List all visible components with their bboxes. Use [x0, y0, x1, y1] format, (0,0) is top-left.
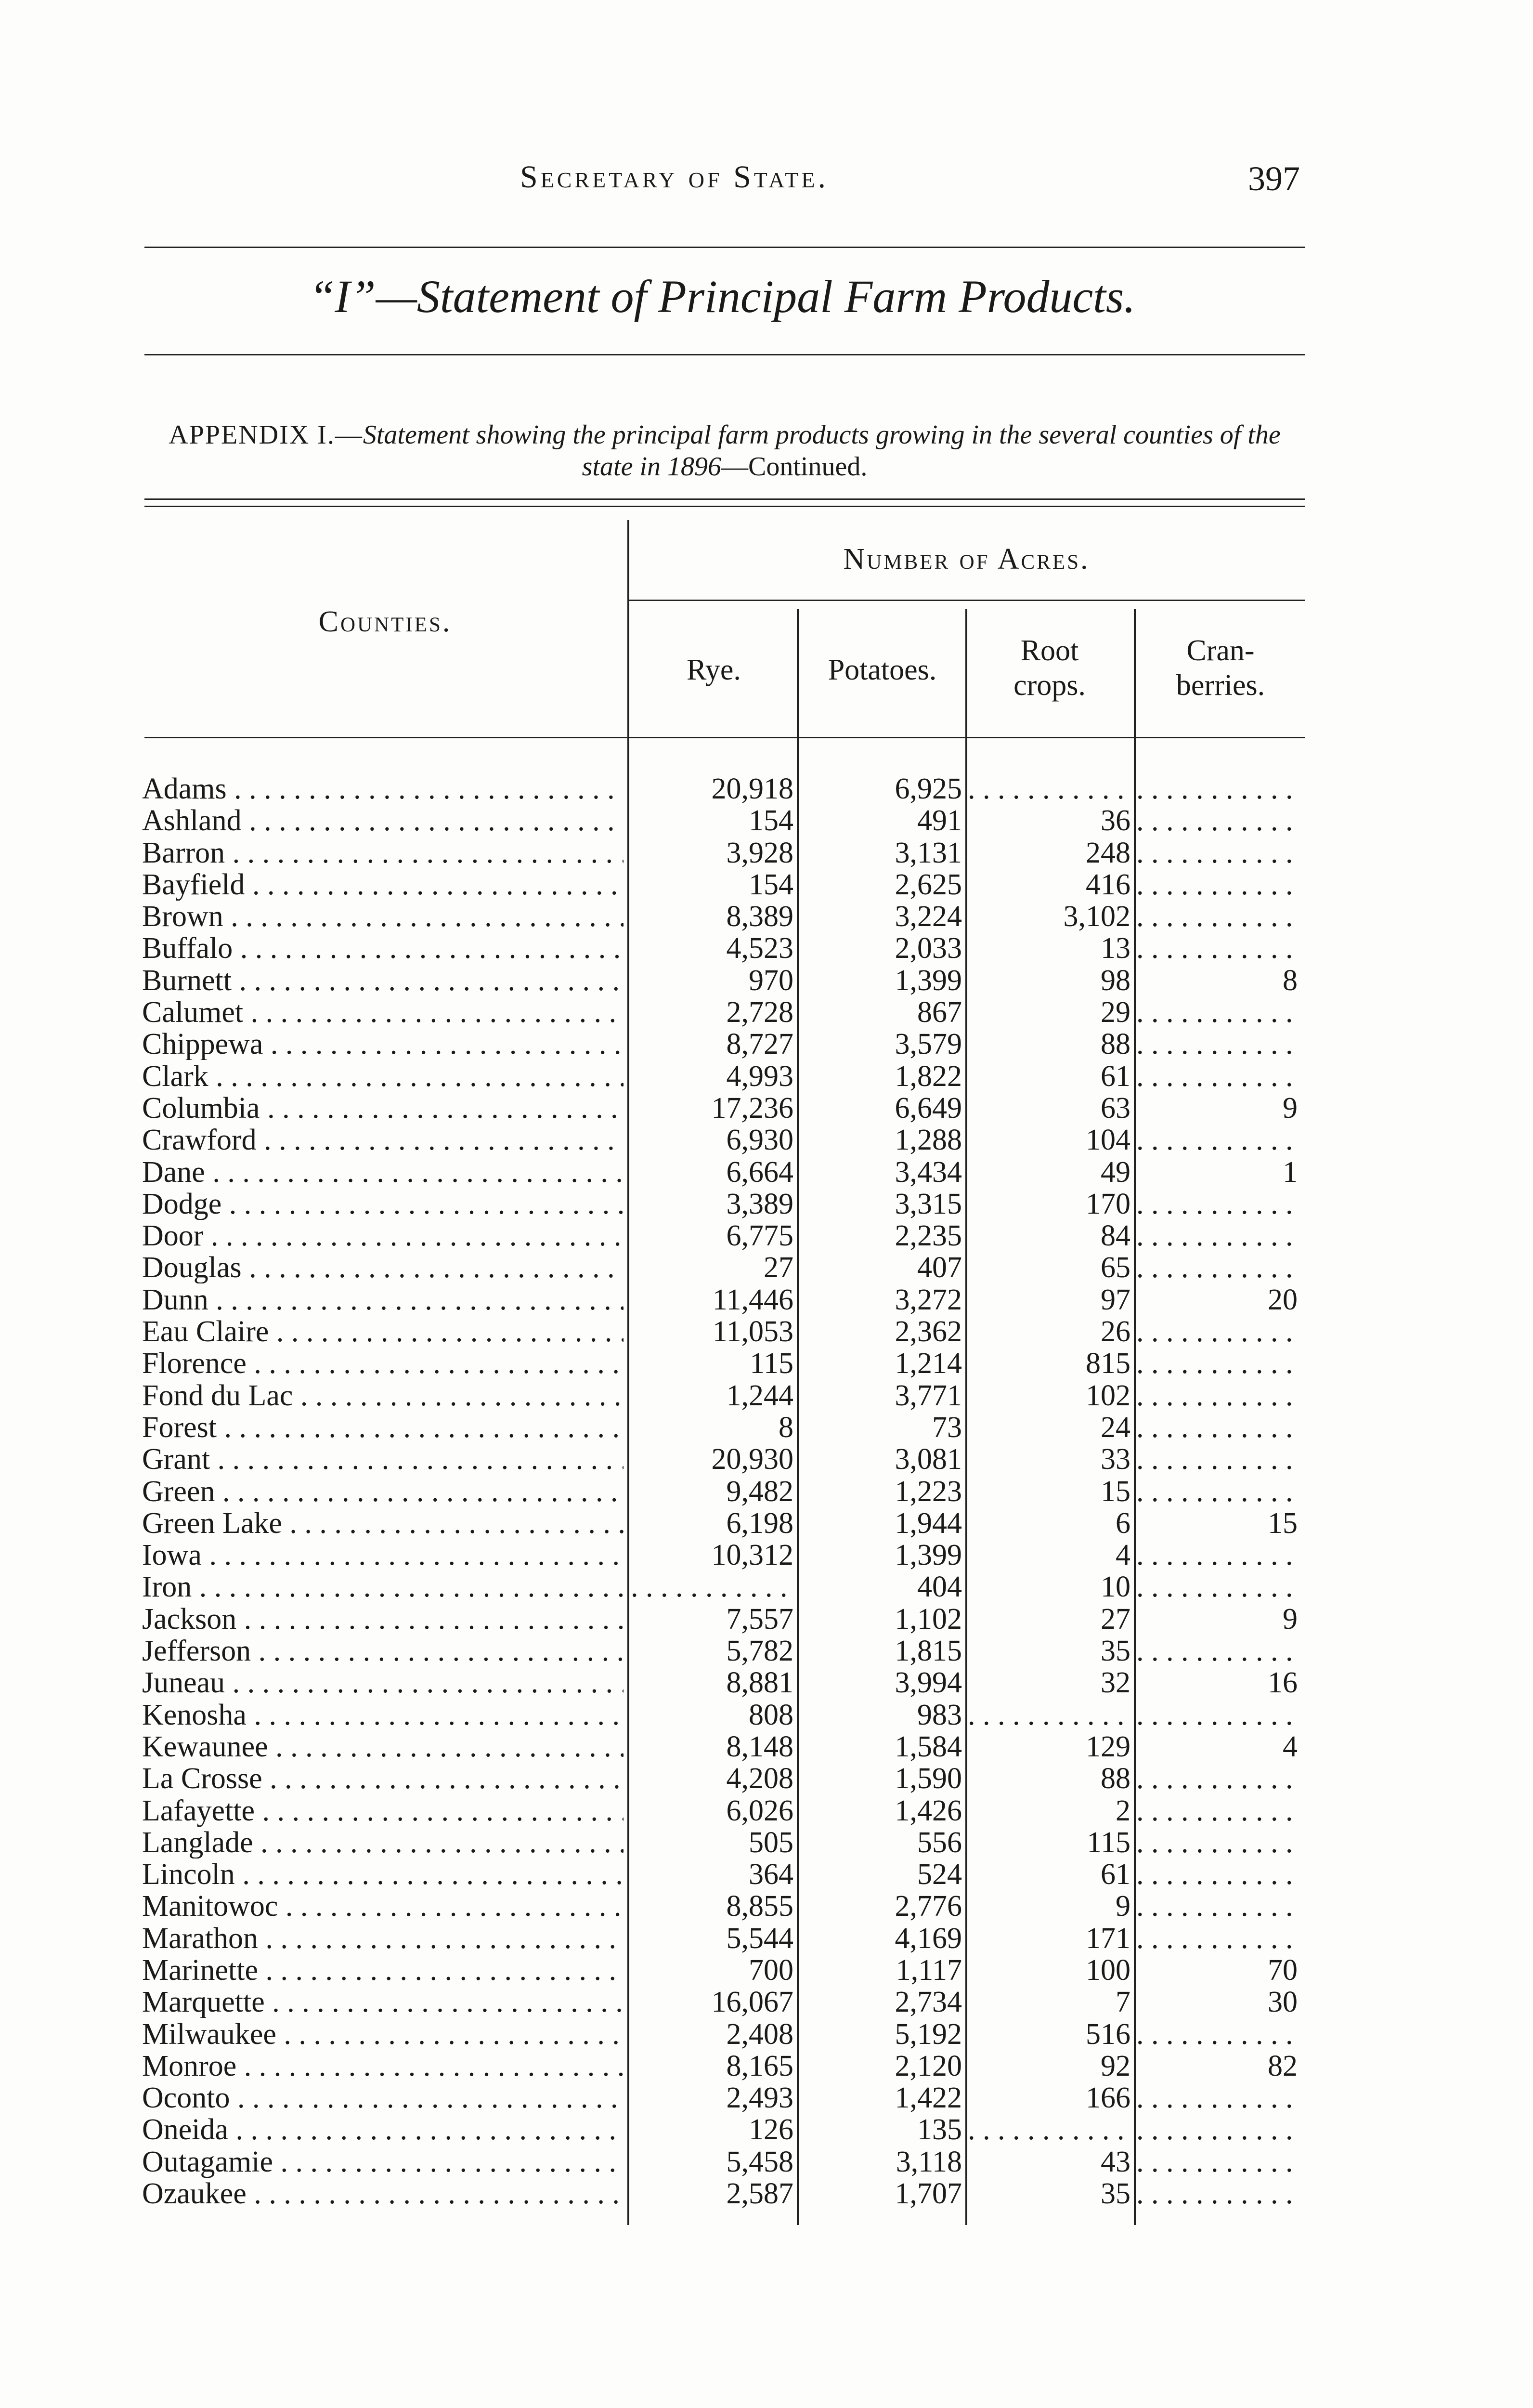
rye-cell: 8,165 [726, 2050, 793, 2082]
root-crops-cell: 815 [1086, 1348, 1130, 1380]
potatoes-cell: 1,707 [895, 2178, 962, 2210]
root-crops-cell: 4 [1116, 1539, 1130, 1571]
potatoes-cell: 1,399 [895, 964, 962, 996]
table-row [0, 1571, 1533, 1603]
cranberries-cell [1136, 2082, 1298, 2114]
cranberries-cell [1136, 773, 1298, 805]
table-row [0, 2146, 1533, 2178]
cranberries-cell [1136, 1252, 1298, 1283]
cranberries-cell [1136, 869, 1298, 901]
root-crops-cell: 516 [1086, 2018, 1130, 2050]
rye-cell: 8,881 [726, 1667, 793, 1699]
root-crops-cell: 100 [1086, 1954, 1130, 1986]
rye-cell: 8 [779, 1411, 793, 1443]
table-row [0, 1252, 1533, 1283]
caption-italic: Statement showing the principal farm products growing in the several counties of the state in 1896 [363, 420, 1281, 482]
group-header: Number of Acres. [843, 543, 1090, 576]
cranberries-cell [1136, 1476, 1298, 1507]
rye-cell: 6,930 [726, 1124, 793, 1156]
root-crops-cell: 129 [1086, 1730, 1130, 1763]
county-name: Monroe . . . [142, 2050, 624, 2082]
root-crops-cell: 171 [1086, 1922, 1130, 1954]
table-row [0, 1507, 1533, 1539]
table-top-rule-1 [144, 498, 1305, 500]
cranberries-cell [1136, 1316, 1298, 1348]
root-crops-cell: 7 [1116, 1986, 1130, 2018]
cranberries-cell [1136, 1858, 1298, 1890]
cranberries-cell [1136, 1028, 1298, 1060]
table-row [0, 1986, 1533, 2018]
county-name: Ashland . . . [142, 805, 624, 837]
cranberries-cell [1136, 932, 1298, 964]
root-crops-cell: 248 [1086, 837, 1130, 869]
cranberries-cell [1136, 837, 1298, 869]
root-crops-cell: 63 [1101, 1092, 1130, 1124]
potatoes-cell: 5,192 [895, 2018, 962, 2050]
cranberries-cell [1136, 1443, 1298, 1475]
potatoes-cell: 3,272 [895, 1283, 962, 1316]
cranberries-cell: 9 [1283, 1092, 1298, 1124]
cranberries-cell [1136, 1923, 1298, 1954]
rye-cell: 11,053 [712, 1316, 793, 1348]
county-name: Douglas . . . [142, 1252, 624, 1283]
potatoes-cell: 3,315 [895, 1188, 962, 1220]
table-row [0, 1923, 1533, 1954]
rye-cell: 10,312 [711, 1539, 793, 1571]
rye-cell: 17,236 [711, 1092, 793, 1124]
county-name: Manitowoc . . . [142, 1890, 624, 1922]
table-row [0, 1060, 1533, 1092]
rye-cell: 126 [749, 2114, 793, 2146]
table-row [0, 1699, 1533, 1731]
table-row [0, 1028, 1533, 1060]
county-name: Forest . . . [142, 1412, 624, 1443]
table-row [0, 773, 1533, 805]
rye-cell: 154 [749, 805, 793, 837]
potatoes-cell: 6,925 [895, 773, 962, 805]
root-crops-cell: 49 [1101, 1156, 1130, 1188]
table-row [0, 1827, 1533, 1858]
cranberries-cell [1136, 1539, 1298, 1571]
table-row [0, 1124, 1533, 1156]
table-row [0, 1763, 1533, 1794]
root-crops-cell: 35 [1101, 1635, 1130, 1667]
county-name: Iron . . . [142, 1571, 624, 1603]
county-name: Kenosha . . . [142, 1699, 624, 1731]
cranberries-cell: 16 [1268, 1667, 1298, 1699]
table-row [0, 1890, 1533, 1922]
county-name: Outagamie . . . [142, 2146, 624, 2178]
table-row [0, 932, 1533, 964]
running-head [144, 159, 1300, 207]
rye-cell: 6,026 [726, 1794, 793, 1827]
table-row [0, 1539, 1533, 1571]
root-crops-cell: 84 [1101, 1220, 1130, 1252]
potatoes-cell: 4,169 [895, 1922, 962, 1954]
rye-cell: 8,727 [726, 1028, 793, 1060]
potatoes-cell: 1,584 [895, 1730, 962, 1763]
root-crops-cell: 170 [1086, 1188, 1130, 1220]
cranberries-cell [1136, 1763, 1298, 1794]
root-crops-cell: 24 [1101, 1411, 1130, 1443]
caption-tail: —Continued. [721, 452, 868, 482]
table-row [0, 1348, 1533, 1379]
cranberries-cell [1136, 1348, 1298, 1379]
rye-cell: 27 [764, 1252, 793, 1284]
potatoes-cell: 524 [917, 1858, 962, 1891]
potatoes-cell: 491 [917, 805, 962, 837]
root-crops-cell: 115 [1087, 1826, 1130, 1858]
cranberries-cell [1136, 2178, 1298, 2210]
potatoes-cell: 1,102 [895, 1603, 962, 1635]
potatoes-cell: 3,434 [895, 1156, 962, 1188]
table-row [0, 1092, 1533, 1124]
table-top-rule-2 [144, 506, 1305, 507]
county-name: Green . . . [142, 1476, 624, 1507]
cranberries-cell [1136, 996, 1298, 1028]
rye-cell: 6,198 [726, 1507, 793, 1539]
table-row [0, 1731, 1533, 1763]
rye-cell: 7,557 [726, 1603, 793, 1635]
rye-cell: 3,389 [726, 1188, 793, 1220]
rye-cell: 5,458 [726, 2146, 793, 2178]
potatoes-cell: 867 [917, 996, 962, 1029]
rye-cell: 364 [749, 1858, 793, 1891]
rye-cell: 6,775 [726, 1220, 793, 1252]
root-crops-cell: 35 [1101, 2178, 1130, 2210]
county-name: Iowa . . . [142, 1539, 624, 1571]
potatoes-cell: 135 [917, 2114, 962, 2146]
root-crops-cell [968, 2114, 1130, 2146]
cranberries-cell [1136, 2146, 1298, 2178]
rye-cell: 4,208 [726, 1763, 793, 1795]
root-crops-cell: 27 [1101, 1603, 1130, 1635]
root-crops-cell: 32 [1101, 1667, 1130, 1699]
county-name: La Crosse . . . [142, 1763, 624, 1794]
potatoes-cell: 3,224 [895, 901, 962, 933]
root-crops-cell: 65 [1101, 1252, 1130, 1284]
col-header-root-crops: Root crops. [1013, 634, 1086, 702]
table-row [0, 805, 1533, 837]
table-row [0, 2082, 1533, 2114]
table-row [0, 837, 1533, 869]
root-crops-cell: 6 [1116, 1507, 1130, 1539]
table-row [0, 1476, 1533, 1507]
county-name: Adams . . . [142, 773, 624, 805]
county-name: Eau Claire . . . [142, 1316, 624, 1348]
rye-cell: 505 [749, 1826, 793, 1858]
caption-lead: APPENDIX I.— [169, 420, 363, 450]
county-name: Marinette . . . [142, 1954, 624, 1986]
root-crops-cell [968, 773, 1130, 805]
col-header-cranberries: Cran-berries. [1176, 634, 1265, 702]
table-row [0, 1380, 1533, 1412]
county-name: Marquette . . . [142, 1986, 624, 2018]
rye-cell: 5,544 [726, 1922, 793, 1954]
rye-cell: 808 [749, 1699, 793, 1731]
rye-cell: 4,523 [726, 932, 793, 965]
root-crops-cell: 61 [1101, 1858, 1130, 1891]
rye-cell: 2,728 [726, 996, 793, 1029]
potatoes-cell: 1,815 [895, 1635, 962, 1667]
potatoes-cell: 556 [917, 1826, 962, 1858]
county-name: Lincoln . . . [142, 1858, 624, 1890]
county-name: Door . . . [142, 1220, 624, 1252]
table-row [0, 1667, 1533, 1699]
potatoes-cell: 3,081 [895, 1443, 962, 1476]
potatoes-cell: 1,822 [895, 1060, 962, 1092]
rye-cell: 1,244 [726, 1379, 793, 1412]
rye-cell: 2,493 [726, 2082, 793, 2114]
cranberries-cell [1136, 901, 1298, 932]
cranberries-cell [1136, 1060, 1298, 1092]
section-title: “I”—Statement of Principal Farm Products. [309, 271, 1136, 322]
table-row [0, 1858, 1533, 1890]
county-name: Barron . . . [142, 837, 624, 869]
rye-cell: 11,446 [712, 1283, 793, 1316]
potatoes-cell: 2,235 [895, 1220, 962, 1252]
county-name: Milwaukee . . . [142, 2018, 624, 2050]
root-crops-cell: 43 [1101, 2146, 1130, 2178]
potatoes-cell: 2,734 [895, 1986, 962, 2018]
cranberries-cell: 4 [1283, 1730, 1298, 1763]
root-crops-cell: 26 [1101, 1316, 1130, 1348]
root-crops-cell: 102 [1086, 1379, 1130, 1412]
potatoes-cell: 1,590 [895, 1763, 962, 1795]
county-name: Crawford . . . [142, 1124, 624, 1156]
cranberries-cell [1136, 805, 1298, 837]
county-name: Burnett . . . [142, 965, 624, 996]
rye-cell: 9,482 [726, 1475, 793, 1507]
root-crops-cell: 10 [1101, 1571, 1130, 1603]
cranberries-cell: 30 [1268, 1986, 1298, 2018]
table-row [0, 869, 1533, 901]
county-name: Jackson . . . [142, 1603, 624, 1635]
cranberries-cell [1136, 1124, 1298, 1156]
root-crops-cell: 97 [1101, 1283, 1130, 1316]
potatoes-cell: 1,422 [895, 2082, 962, 2114]
potatoes-cell: 3,994 [895, 1667, 962, 1699]
potatoes-cell: 1,223 [895, 1475, 962, 1507]
table-row [0, 1603, 1533, 1635]
table-row [0, 1635, 1533, 1667]
potatoes-cell: 1,214 [895, 1348, 962, 1380]
root-crops-cell: 33 [1101, 1443, 1130, 1476]
potatoes-cell: 1,426 [895, 1794, 962, 1827]
county-name: Clark . . . [142, 1060, 624, 1092]
table-body [0, 773, 1533, 2210]
root-crops-cell: 13 [1101, 932, 1130, 965]
rye-cell: 8,855 [726, 1890, 793, 1923]
county-name: Lafayette . . . [142, 1795, 624, 1827]
potatoes-cell: 1,399 [895, 1539, 962, 1571]
cranberries-cell: 20 [1268, 1283, 1298, 1316]
table-row [0, 965, 1533, 996]
county-name: Chippewa . . . [142, 1028, 624, 1060]
cranberries-cell [1136, 2114, 1298, 2146]
potatoes-cell: 73 [932, 1411, 962, 1443]
root-crops-cell: 88 [1101, 1763, 1130, 1795]
potatoes-cell: 2,776 [895, 1890, 962, 1923]
cranberries-cell [1136, 1635, 1298, 1667]
county-name: Juneau . . . [142, 1667, 624, 1699]
root-crops-cell: 36 [1101, 805, 1130, 837]
rye-cell: 20,930 [711, 1443, 793, 1476]
rye-cell: 2,587 [726, 2178, 793, 2210]
group-header-rule [628, 600, 1305, 601]
county-name: Florence . . . [142, 1348, 624, 1379]
root-crops-cell: 9 [1116, 1890, 1130, 1923]
county-name: Oneida . . . [142, 2114, 624, 2146]
cranberries-cell [1136, 1699, 1298, 1731]
potatoes-cell: 3,131 [895, 837, 962, 869]
county-name: Buffalo . . . [142, 932, 624, 964]
potatoes-cell: 1,117 [896, 1954, 962, 1986]
root-crops-cell: 104 [1086, 1124, 1130, 1156]
rye-cell: 8,389 [726, 901, 793, 933]
cranberries-cell [1136, 1412, 1298, 1443]
root-crops-cell: 416 [1086, 868, 1130, 901]
cranberries-cell: 70 [1268, 1954, 1298, 1986]
county-name: Langlade . . . [142, 1827, 624, 1858]
header-bottom-rule [144, 737, 1305, 738]
potatoes-cell: 2,625 [895, 868, 962, 901]
rule-under-title [144, 354, 1305, 355]
rye-cell: 8,148 [726, 1730, 793, 1763]
county-name: Kewaunee . . . [142, 1731, 624, 1763]
root-crops-cell: 2 [1116, 1794, 1130, 1827]
root-crops-cell: 3,102 [1063, 901, 1130, 933]
cranberries-cell: 1 [1283, 1156, 1298, 1188]
root-crops-cell [968, 1699, 1130, 1731]
root-crops-cell: 98 [1101, 964, 1130, 996]
table-caption [144, 419, 1305, 483]
table-row [0, 1412, 1533, 1443]
cranberries-cell [1136, 1380, 1298, 1412]
root-crops-cell: 29 [1101, 996, 1130, 1029]
cranberries-cell [1136, 1571, 1298, 1603]
county-name: Green Lake . . . [142, 1507, 624, 1539]
cranberries-cell [1136, 1827, 1298, 1858]
potatoes-cell: 3,771 [895, 1379, 962, 1412]
table-row [0, 1188, 1533, 1220]
potatoes-cell: 2,120 [895, 2050, 962, 2082]
rye-cell: 970 [749, 964, 793, 996]
table-row [0, 1954, 1533, 1986]
county-name: Dunn . . . [142, 1284, 624, 1316]
potatoes-cell: 2,033 [895, 932, 962, 965]
table-row [0, 2018, 1533, 2050]
potatoes-cell: 6,649 [895, 1092, 962, 1124]
running-title: Secretary of State. [520, 159, 829, 195]
cranberries-cell: 82 [1268, 2050, 1298, 2082]
county-name: Brown . . . [142, 901, 624, 932]
col-header-rye: Rye. [687, 654, 741, 686]
county-name: Oconto . . . [142, 2082, 624, 2114]
root-crops-cell: 92 [1101, 2050, 1130, 2082]
potatoes-cell: 1,944 [895, 1507, 962, 1539]
rye-cell: 154 [749, 868, 793, 901]
cranberries-cell [1136, 1795, 1298, 1827]
table-row [0, 2050, 1533, 2082]
root-crops-cell: 88 [1101, 1028, 1130, 1060]
table-row [0, 1284, 1533, 1316]
cranberries-cell [1136, 1890, 1298, 1922]
rye-cell: 16,067 [711, 1986, 793, 2018]
table-row [0, 1443, 1533, 1475]
potatoes-cell: 983 [917, 1699, 962, 1731]
county-name: Calumet . . . [142, 996, 624, 1028]
rye-cell: 115 [750, 1348, 793, 1380]
potatoes-cell: 3,118 [896, 2146, 962, 2178]
root-crops-cell: 61 [1101, 1060, 1130, 1092]
county-name: Bayfield . . . [142, 869, 624, 901]
cranberries-cell: 9 [1283, 1603, 1298, 1635]
rye-cell: 4,993 [726, 1060, 793, 1092]
county-name: Dane . . . [142, 1156, 624, 1188]
potatoes-cell: 3,579 [895, 1028, 962, 1060]
rye-cell: 5,782 [726, 1635, 793, 1667]
cranberries-cell: 15 [1268, 1507, 1298, 1539]
table-row [0, 1220, 1533, 1252]
county-name: Grant . . . [142, 1443, 624, 1475]
county-name: Fond du Lac . . . [142, 1380, 624, 1412]
potatoes-cell: 1,288 [895, 1124, 962, 1156]
county-name: Ozaukee . . . [142, 2178, 624, 2210]
rule-top [144, 247, 1305, 248]
cranberries-cell [1136, 2018, 1298, 2050]
potatoes-cell: 2,362 [895, 1316, 962, 1348]
county-name: Dodge . . . [142, 1188, 624, 1220]
cranberries-cell [1136, 1188, 1298, 1220]
county-name: Marathon . . . [142, 1923, 624, 1954]
page-number: 397 [1248, 159, 1300, 198]
table-row [0, 2178, 1533, 2210]
table-row [0, 1316, 1533, 1348]
rye-cell: 2,408 [726, 2018, 793, 2050]
potatoes-cell: 404 [917, 1571, 962, 1603]
col-header-potatoes: Potatoes. [828, 654, 937, 686]
cranberries-cell [1136, 1220, 1298, 1252]
counties-header: Counties. [318, 605, 452, 638]
rye-cell: 6,664 [726, 1156, 793, 1188]
rye-cell: 20,918 [711, 773, 793, 805]
rye-cell: 700 [749, 1954, 793, 1986]
table-row [0, 1156, 1533, 1188]
root-crops-cell: 15 [1101, 1475, 1130, 1507]
county-name: Columbia . . . [142, 1092, 624, 1124]
county-name: Jefferson . . . [142, 1635, 624, 1667]
potatoes-cell: 407 [917, 1252, 962, 1284]
table-row [0, 901, 1533, 932]
table-row [0, 2114, 1533, 2146]
rye-cell: 3,928 [726, 837, 793, 869]
table-row [0, 1795, 1533, 1827]
rye-cell [631, 1571, 793, 1603]
table-row [0, 996, 1533, 1028]
root-crops-cell: 166 [1086, 2082, 1130, 2114]
cranberries-cell: 8 [1283, 964, 1298, 996]
